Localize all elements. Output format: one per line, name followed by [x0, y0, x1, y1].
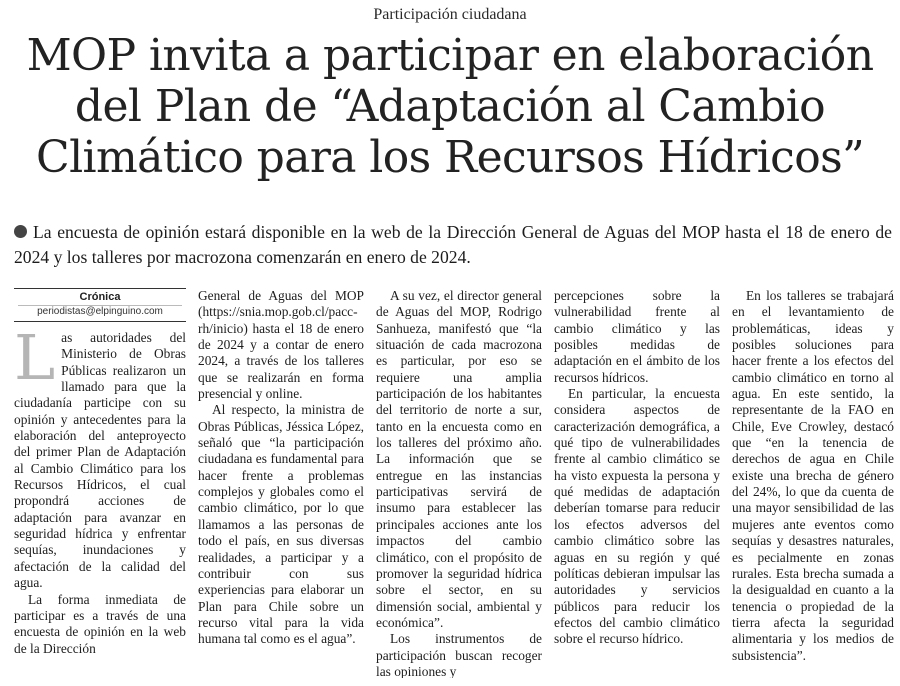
article-body — [14, 288, 894, 680]
paragraph: Los instrumentos de participación buscan recoger las opiniones y — [376, 631, 542, 678]
headline — [10, 30, 890, 183]
article-column-5 — [732, 288, 894, 678]
article-column-3 — [376, 288, 542, 678]
lead-paragraph — [14, 220, 892, 270]
article-column-4 — [554, 288, 720, 678]
paragraph: En particular, la encuesta considera aspectos de caracterización demográfica, a qué tipo de vulnerabilidades frente al cambio climático se ha visto expuesta la persona y qué medidas de adaptación deberían tomarse para reducir los efectos adversos del cambio climático sobre las aguas en su región y qué políticas debieran impulsar las autoridades y servicios públicos para reducir los efectos del cambio climático sobre el recurso hídrico. — [554, 386, 720, 647]
article-column-2 — [198, 288, 364, 678]
section-kicker: Participación ciudadana — [373, 6, 527, 23]
headline-line-3: Climático para los Recursos Hídricos” — [36, 132, 864, 183]
paragraph: percepciones sobre la vulnerabilidad frente al cambio climático y las posibles medidas de adaptación en el ámbito de los recursos hídricos. — [554, 288, 720, 385]
article-column-1 — [14, 288, 186, 678]
paragraph: A su vez, el director general de Aguas del MOP, Rodrigo Sanhueza, manifestó que “la situación de cada macrozona es particular, por eso se requiere una amplia participación de los habitantes del territorio de norte a sur, tanto en la encuesta como en los talleres del próximo año. La información que se entregue en las instancias participativas servirá de insumo para establecer las principales acciones ante los impactos del cambio climático, con el propósito de promover la seguridad hídrica sobre el sector, en su dimensión social, ambiental y económica”. — [376, 288, 542, 630]
byline — [14, 288, 186, 322]
headline-line-1: MOP invita a participar en elaboración — [26, 30, 874, 81]
byline-section: Crónica — [79, 291, 121, 303]
paragraph: Al respecto, la ministra de Obras Públicas, Jéssica López, señaló que “la participación ciudadana es fundamental para hacer frente a problemas complejos y globales como el cambio climático, por lo que llamamos a las personas de todo el país, en sus diversas realidades, a participar y a contribuir con sus experiencias para elaborar un Plan para Chile sobre un recurso vital para la vida humana tal como es el agua”. — [198, 402, 364, 647]
paragraph: General de Aguas del MOP (https://snia.mop.gob.cl/pacc-rh/inicio) hasta el 18 de enero de 2024 y a contar de enero 2024, a través de los talleres que se realizarán en forma presencial y online. — [198, 288, 364, 402]
bullet-icon — [14, 225, 27, 238]
drop-cap: L — [14, 321, 56, 394]
paragraph-text: as autoridades del Ministerio de Obras Públicas realizaron un llamado para que la ciudadanía participe con su opinión y antecedentes para la elaboración del anteproyecto del primer Plan de Adaptación al Cambio Climático para los Recursos Hídricos, el cual propondrá acciones de adaptación para avanzar en seguridad hídrica y enfrentar sequías, inundaciones y afectación de la calidad del agua. — [14, 330, 186, 591]
paragraph: La forma inmediata de participar es a través de una encuesta de opinión en la web de la Dirección — [14, 591, 186, 656]
byline-email[interactable]: periodistas@elpinguino.com — [18, 305, 182, 318]
headline-line-2: del Plan de “Adaptación al Cambio — [74, 81, 826, 132]
paragraph — [14, 321, 186, 592]
lead-text: La encuesta de opinión estará disponible en la web de la Dirección General de Aguas del MOP hasta el 18 de enero de 2024 y los talleres por macrozona comenzarán en enero de 2024. — [14, 222, 892, 267]
paragraph: En los talleres se trabajará en el levantamiento de problemáticas, ideas y posibles soluciones para hacer frente a los efectos del cambio climático en torno al agua. En este sentido, la representante de la FAO en Chile, Eve Crowley, destacó que “en la tenencia de derechos de agua en Chile existe una brecha de género del 24%, lo que da cuenta de una mayor sensibilidad de las mujeres ante eventos como sequías y desastres naturales, es pecialmente en zonas rurales. Esta brecha sumada a la desigualdad en cuanto a la tenencia o propiedad de la tierra afecta la seguridad alimentaria y los medios de subsistencia”. — [732, 288, 894, 663]
